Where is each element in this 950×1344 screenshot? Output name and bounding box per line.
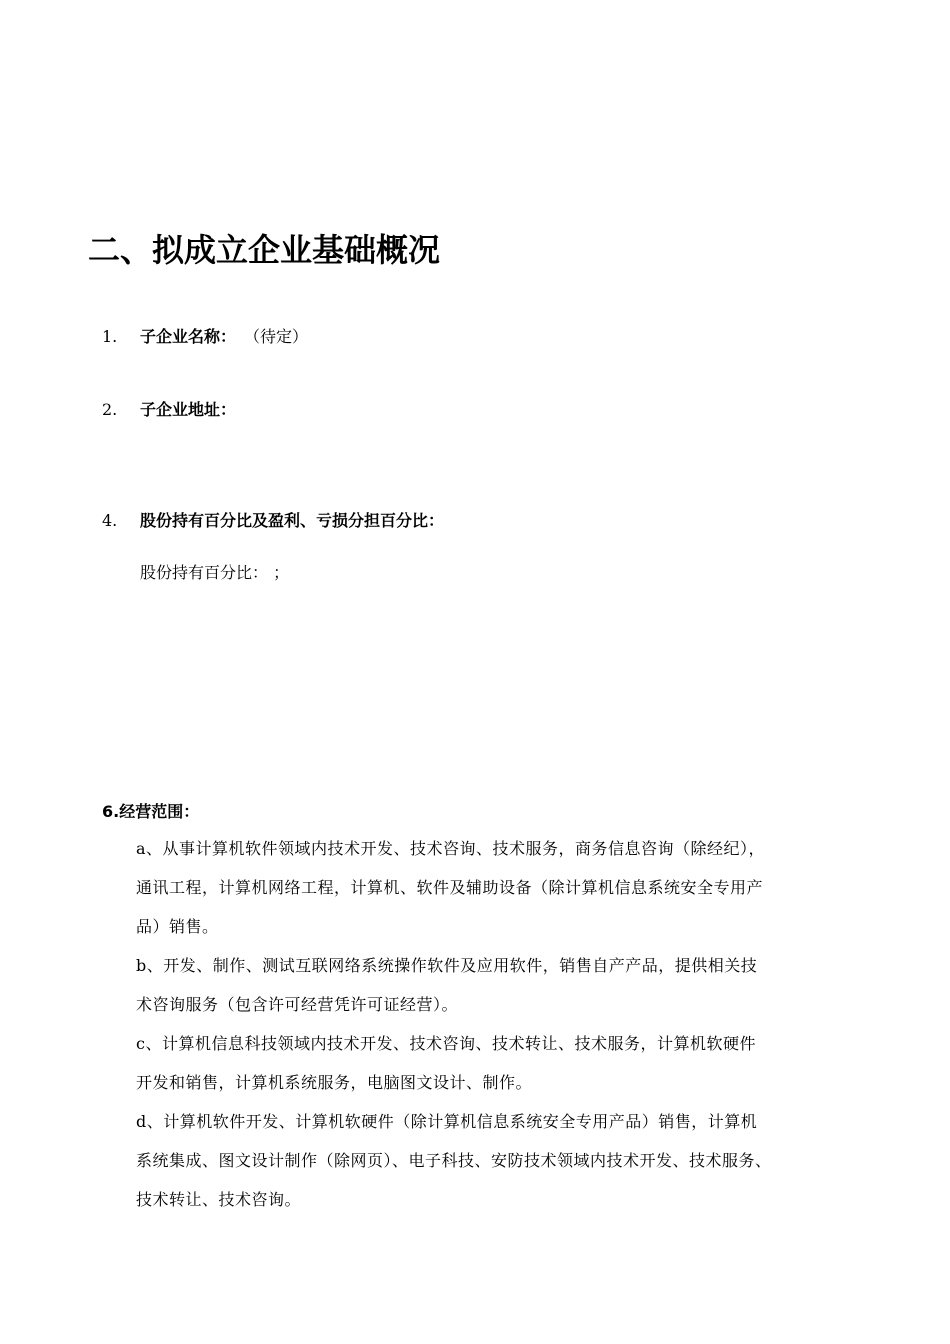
item-number-2: 2. bbox=[102, 400, 118, 419]
section-title: 二、拟成立企业基础概况 bbox=[88, 231, 441, 269]
scope-line: 开发和销售，计算机系统服务，电脑图文设计、制作。 bbox=[136, 1073, 533, 1092]
item-label-share-percentage: 股份持有百分比及盈利、亏损分担百分比： bbox=[140, 511, 445, 530]
scope-line: 技术转让、技术咨询。 bbox=[136, 1190, 302, 1209]
item-label-company-address: 子企业地址： bbox=[140, 400, 237, 419]
item-number-1: 1. bbox=[102, 327, 118, 346]
item-value-company-name: （待定） bbox=[244, 327, 309, 346]
scope-line: 术咨询服务（包含许可经营凭许可证经营）。 bbox=[136, 995, 459, 1014]
item-label-company-name: 子企业名称： bbox=[140, 327, 237, 346]
scope-line: c、计算机信息科技领域内技术开发、技术咨询、技术转让、技术服务，计算机软硬件 bbox=[136, 1034, 756, 1053]
business-scope-heading: 6.经营范围： bbox=[102, 802, 200, 821]
share-percentage-line: 股份持有百分比： ； bbox=[140, 563, 290, 582]
scope-line: b、开发、制作、测试互联网络系统操作软件及应用软件，销售自产产品，提供相关技 bbox=[136, 956, 758, 975]
scope-line: 通讯工程，计算机网络工程，计算机、软件及辅助设备（除计算机信息系统安全专用产 bbox=[136, 878, 764, 897]
scope-line: 品）销售。 bbox=[136, 917, 219, 936]
scope-line: a、从事计算机软件领域内技术开发、技术咨询、技术服务，商务信息咨询（除经纪）， bbox=[136, 839, 766, 858]
scope-line: 系统集成、图文设计制作（除网页）、电子科技、安防技术领域内技术开发、技术服务、 bbox=[136, 1151, 772, 1170]
scope-line: d、计算机软件开发、计算机软硬件（除计算机信息系统安全专用产品）销售，计算机 bbox=[136, 1112, 758, 1131]
item-number-4: 4. bbox=[102, 511, 118, 530]
